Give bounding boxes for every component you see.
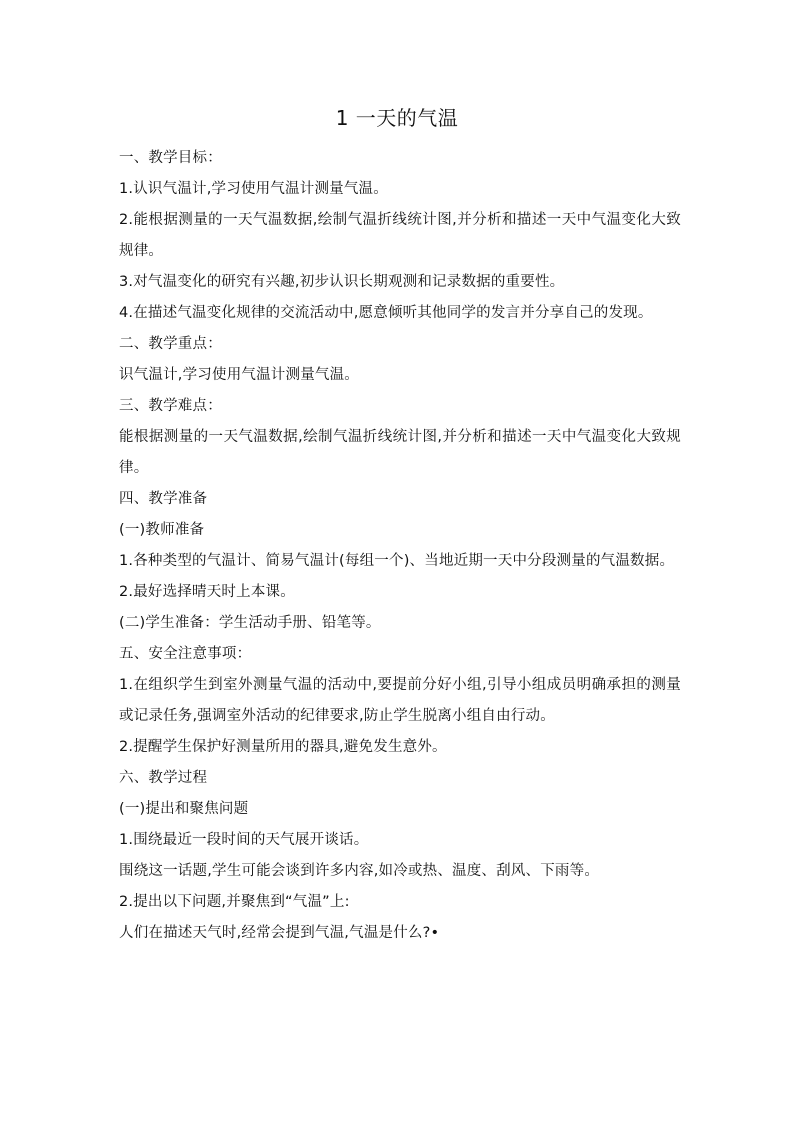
process-step-1: 1.围绕最近一段时间的天气展开谈话。 bbox=[119, 832, 369, 848]
objective-2: 2.能根据测量的一天气温数据,绘制气温折线统计图,并分析和描述一天中气温变化大致规律。 bbox=[119, 212, 681, 259]
teacher-prep-2: 2.最好选择晴天时上本课。 bbox=[119, 584, 295, 600]
safety-1: 1.在组织学生到室外测量气温的活动中,要提前分好小组,引导小组成员明确承担的测量或记录任务,强调室外活动的纪律要求,防止学生脱离小组自由行动。 bbox=[119, 677, 681, 724]
process-step-2: 2.提出以下问题,并聚焦到“气温”上: bbox=[119, 894, 350, 910]
section-heading-key-points: 二、教学重点： bbox=[119, 336, 222, 352]
safety-2: 2.提醒学生保护好测量所用的器具,避免发生意外。 bbox=[119, 739, 447, 755]
subheading-teacher-prep: (一)教师准备 bbox=[119, 522, 205, 538]
section-heading-difficulties: 三、教学难点： bbox=[119, 398, 222, 414]
key-points-text: 识气温计,学习使用气温计测量气温。 bbox=[119, 367, 360, 383]
subheading-raise-questions: (一)提出和聚焦问题 bbox=[119, 801, 249, 817]
process-step-1-detail: 围绕这一话题,学生可能会谈到许多内容,如冷或热、温度、刮风、下雨等。 bbox=[119, 863, 600, 879]
section-heading-safety: 五、安全注意事项： bbox=[119, 646, 252, 662]
document-title: 1 一天的气温 bbox=[335, 106, 459, 130]
difficulties-text: 能根据测量的一天气温数据,绘制气温折线统计图,并分析和描述一天中气温变化大致规律。 bbox=[119, 429, 681, 476]
section-heading-objectives: 一、教学目标： bbox=[119, 150, 222, 166]
process-step-2-question: 人们在描述天气时,经常会提到气温,气温是什么?• bbox=[119, 925, 440, 941]
objective-4: 4.在描述气温变化规律的交流活动中,愿意倾听其他同学的发言并分享自己的发现。 bbox=[119, 305, 653, 321]
section-heading-preparation: 四、教学准备 bbox=[119, 491, 208, 507]
section-heading-process: 六、教学过程 bbox=[119, 770, 208, 786]
objective-3: 3.对气温变化的研究有兴趣,初步认识长期观测和记录数据的重要性。 bbox=[119, 274, 565, 290]
student-prep: (二)学生准备：学生活动手册、铅笔等。 bbox=[119, 615, 381, 631]
teacher-prep-1: 1.各种类型的气温计、简易气温计(每组一个)、当地近期一天中分段测量的气温数据。 bbox=[119, 553, 675, 569]
document-body bbox=[119, 143, 681, 949]
objective-1: 1.认识气温计,学习使用气温计测量气温。 bbox=[119, 181, 388, 197]
